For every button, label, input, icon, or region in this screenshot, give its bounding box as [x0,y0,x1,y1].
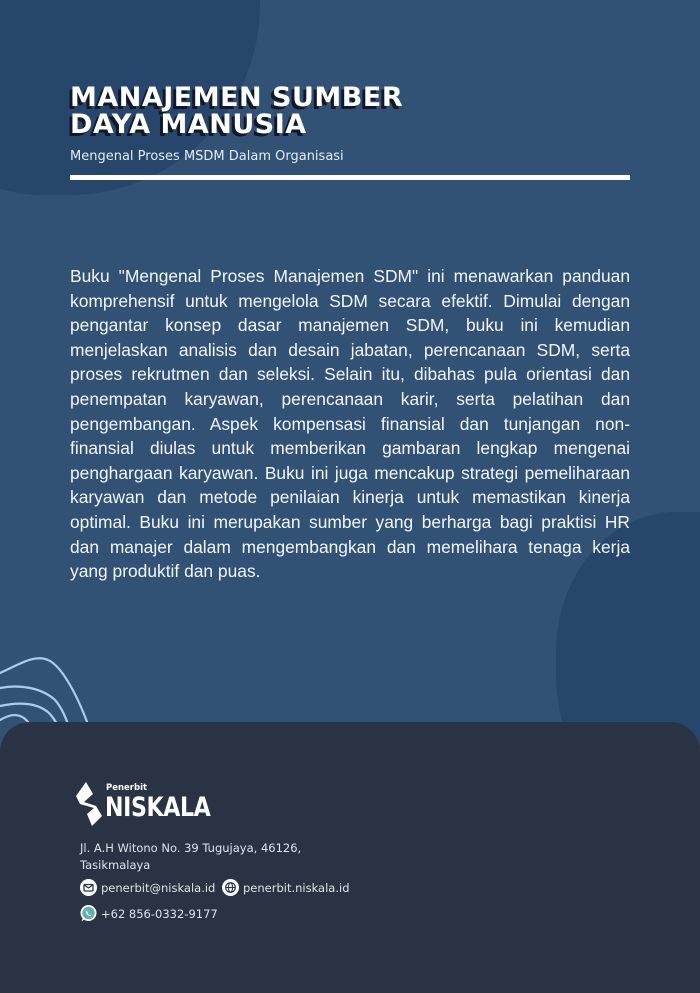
book-synopsis: Buku "Mengenal Proses Manajemen SDM" ini menawarkan panduan komprehensif untuk mengelola SDM secara efektif. Dimulai dengan pengantar konsep dasar manajemen SDM, buku ini kemudian menjelaskan analisis dan desain jabatan, perencanaan SDM, serta proses rekrutmen dan seleksi. Selain itu, dibahas pula orientasi dan penempatan karyawan, perencanaan karir, serta pelatihan dan pengembangan. Aspek kompensasi finansial dan tunjangan non-finansial diulas untuk memberikan gambaran lengkap mengenai penghargaan karyawan. Buku ini juga mencakup strategi pemeliharaan karyawan dan metode penilaian kinerja untuk memastikan kinerja optimal. Buku ini merupakan sumber yang berharga bagi praktisi HR dan manajer dalam mengembangkan dan memelihara tenaga kerja yang produktif dan puas. [70,266,630,582]
contact-phone-text[interactable]: +62 856-0332-9177 [101,906,218,921]
contact-email[interactable] [80,879,215,896]
publisher-address: Jl. A.H Witono No. 39 Tugujaya, 46126, Tasikmalaya [80,841,302,872]
contact-phone[interactable] [80,905,218,922]
mail-icon [80,879,97,896]
book-title-line-1: MANAJEMEN SUMBER [70,82,404,113]
logo-penerbit-text: Penerbit [106,783,148,793]
lightning-s-logo-icon [76,782,104,826]
contact-email-text[interactable]: penerbit@niskala.id [101,880,216,895]
whatsapp-icon [80,905,97,922]
book-title [70,84,403,138]
contact-website[interactable] [222,879,350,896]
contact-website-text[interactable]: penerbit.niskala.id [243,880,350,895]
title-divider [70,175,630,180]
decorative-wave-lines [0,640,120,730]
logo-niskala-text: NISKALA [105,792,211,823]
book-title-line-2: DAYA MANUSIA [70,109,307,140]
globe-icon [222,879,239,896]
book-subtitle: Mengenal Proses MSDM Dalam Organisasi [70,149,344,164]
